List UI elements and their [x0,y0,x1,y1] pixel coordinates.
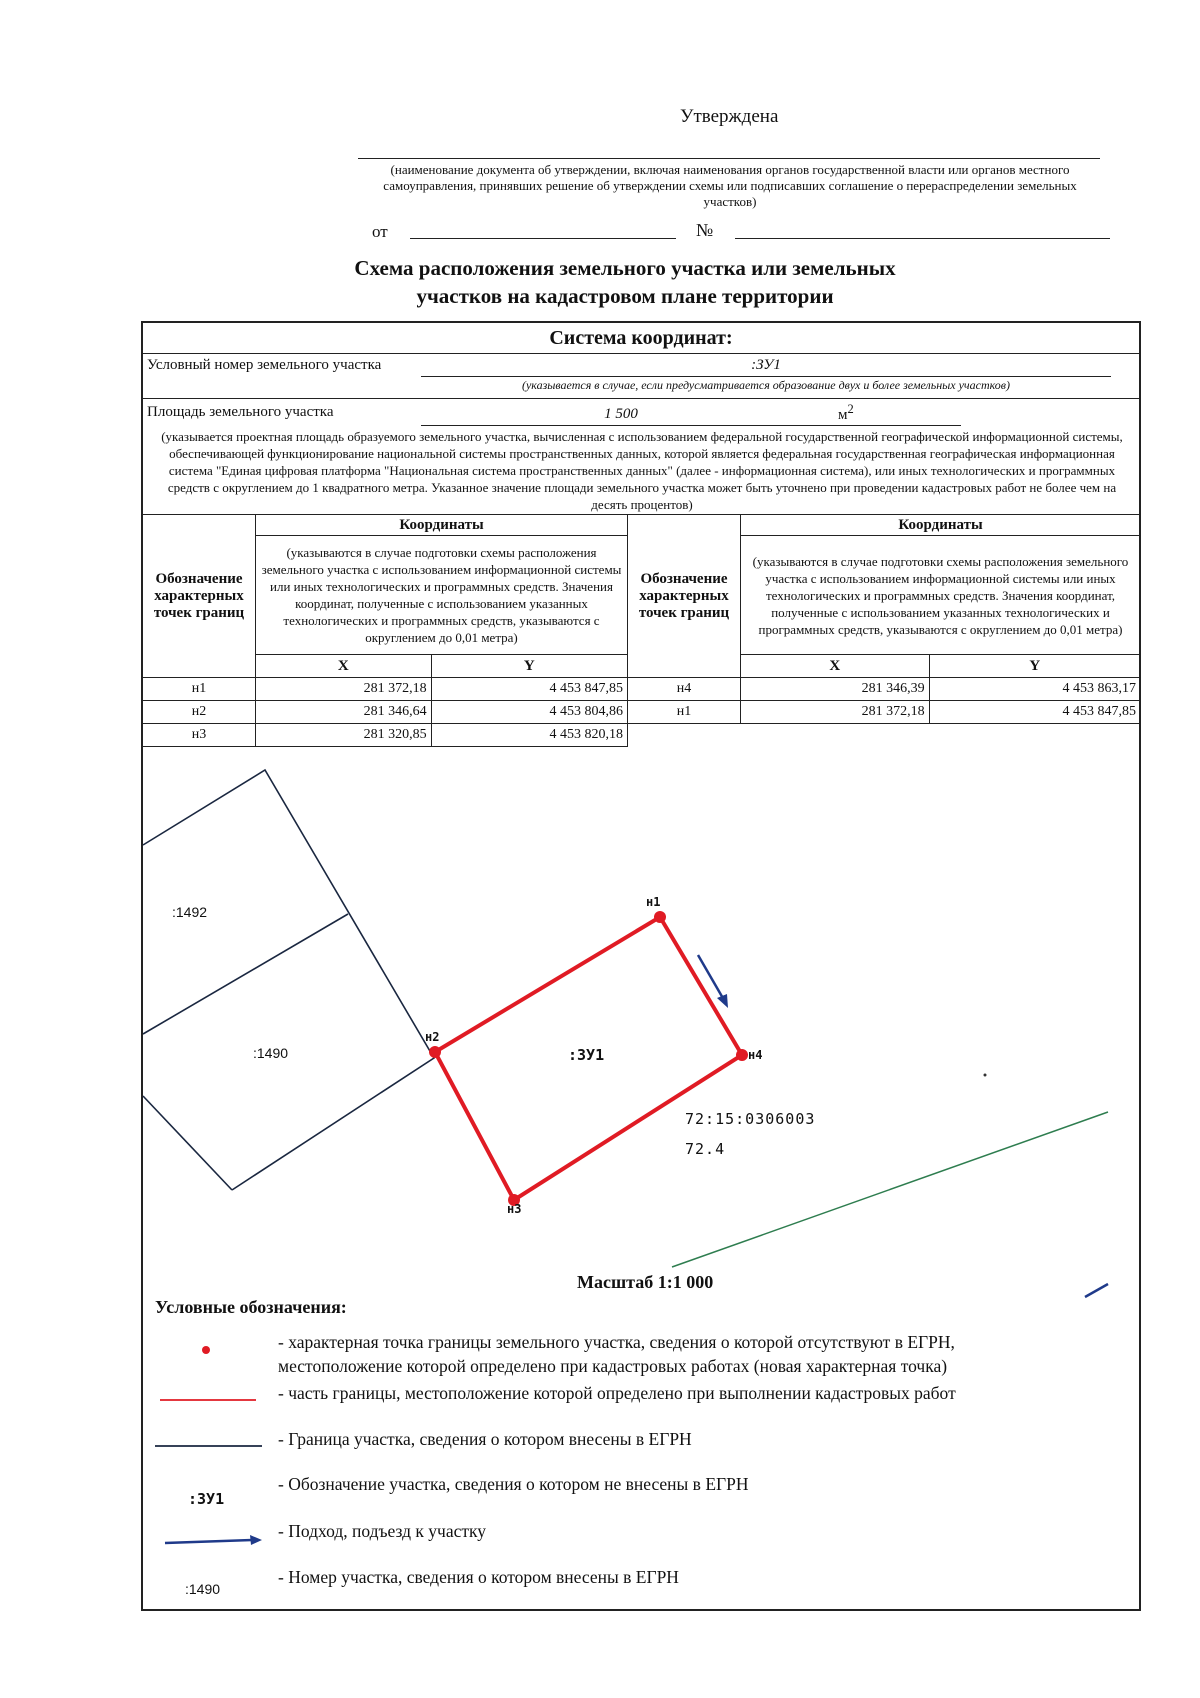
coords-header-right: Координаты [741,515,1141,536]
legend-item-red-line: - часть границы, местоположение которой определено при выполнении кадастровых работ [278,1383,956,1403]
y-cell: 4 453 847,85 [929,701,1140,724]
legend-item-zu1: - Обозначение участка, сведения о котором не внесены в ЕГРН [278,1474,749,1494]
legend-item-egrn-boundary: - Граница участка, сведения о котором внесены в ЕГРН [278,1429,692,1449]
area-unit-text: м [838,407,848,423]
label-1490: :1490 [253,1045,289,1061]
y-header-right: Y [929,655,1140,678]
legend-item-text-2: местоположение которой определено при кадастровых работах (новая характерная точка) [278,1356,948,1376]
access-arrow [698,955,728,1008]
date-label: от [372,222,388,241]
coords-note-left: (указываются в случае подготовки схемы расположения земельного участка с использованием информационной системы или иных технологических и программных средств. Значения координат, полученные с использованием указанных технологических и программных средств, указываются с округлением до 0,01 метра) [256,536,628,655]
parcel-1492-boundary [143,770,434,1190]
point-n2 [429,1046,441,1058]
title-line-1: Схема расположения земельного участка или земельных [354,256,896,280]
y-cell: 4 453 820,18 [431,724,627,747]
parcel-number-note: (указывается в случае, если предусматривается образование двух и более земельных участков) [521,378,1011,392]
parcel-divider [143,914,348,1034]
legend-item-access: - Подход, подъезд к участку [278,1521,487,1541]
number-label: № [696,220,714,240]
coords-note-right: (указываются в случае подготовки схемы расположения земельного участка с использованием информационной системы или иных технологических и программных средств. Значения координат, полученные с использованием указанных технологических и программных средств, указываются с округлением до 0,01 метра) [741,536,1141,655]
legend-zu1-symbol: :ЗУ1 [188,1490,225,1508]
parcel-number-value[interactable]: :ЗУ1 [751,357,781,373]
edge-mark [1085,1284,1108,1297]
label-n2: н2 [425,1030,440,1044]
parcel-1490-edge [143,1096,232,1190]
y-cell: 4 453 863,17 [929,678,1140,701]
label-1492: :1492 [172,904,208,920]
egrn-boundaries [143,770,434,1190]
point-cell: н3 [143,724,256,747]
x-cell: 281 346,64 [256,701,432,724]
x-header-left: X [256,655,432,678]
label-n4: н4 [748,1048,763,1062]
point-cell: н4 [628,678,741,701]
parcel-number-label: Условный номер земельного участка [147,357,382,373]
label-n1: н1 [646,895,661,909]
quarter-boundary-line [672,1112,1108,1267]
coords-header-left: Координаты [256,515,628,536]
coord-system-label: Система координат: [549,327,733,349]
area-label: Площадь земельного участка [147,404,334,420]
title-line-2: участков на кадастровом плане территории [416,284,834,308]
scale-label: Масштаб 1:1 000 [577,1272,714,1292]
approved-label: Утверждена [680,106,779,127]
x-header-right: X [741,655,930,678]
point-n4 [736,1049,748,1061]
x-cell: 281 372,18 [741,701,930,724]
legend-item-text: - характерная точка границы земельного участка, сведения о которой отсутствуют в ЕГРН, [278,1332,955,1352]
point-cell: н1 [628,701,741,724]
zone-number: 72.4 [685,1140,726,1158]
area-note: (указывается проектная площадь образуемого земельного участка, вычисленная с использованием федеральной государственной географической информационной системы, обеспечивающей функционирование национальной системы пространственных данных, которой является федеральная государственная географическая информационная система "Единая цифровая платформа "Национальная система пространственных данных" (далее - информационная система), или иных технологических и программных средств с округлением до 1 квадратного метра. Указанное значение площади земельного участка может быть уточнено при проведении кадастровых работ не более чем на десять процентов) [161,429,1123,512]
x-cell: 281 372,18 [256,678,432,701]
point-cell: н2 [143,701,256,724]
legend-item-egrn-number: - Номер участка, сведения о котором внесены в ЕГРН [278,1567,679,1587]
legend-1490-symbol: :1490 [185,1581,221,1597]
x-cell: 281 346,39 [741,678,930,701]
label-zu1: :ЗУ1 [568,1046,605,1064]
quarter-number: 72:15:0306003 [685,1110,816,1128]
y-cell: 4 453 804,86 [431,701,627,724]
map-dot [984,1074,987,1077]
point-header-right: Обозначение характерных точек границ [628,515,741,678]
legend-title: Условные обозначения: [155,1297,347,1317]
area-value[interactable]: 1 500 [604,406,638,422]
label-n3: н3 [507,1202,522,1216]
legend-item-point [278,1330,955,1378]
area-unit-sup: 2 [847,402,854,416]
x-cell: 281 320,85 [256,724,432,747]
approval-note: (наименование документа об утверждении, включая наименования органов государственной власти или органов местного самоуправления, принявших решение об утверждении схемы или подписавших соглашение о перераспределении земельных участков) [383,162,1077,209]
point-n1 [654,911,666,923]
point-cell: н1 [143,678,256,701]
y-cell: 4 453 847,85 [431,678,627,701]
y-header-left: Y [431,655,627,678]
point-header-left: Обозначение характерных точек границ [143,515,256,678]
